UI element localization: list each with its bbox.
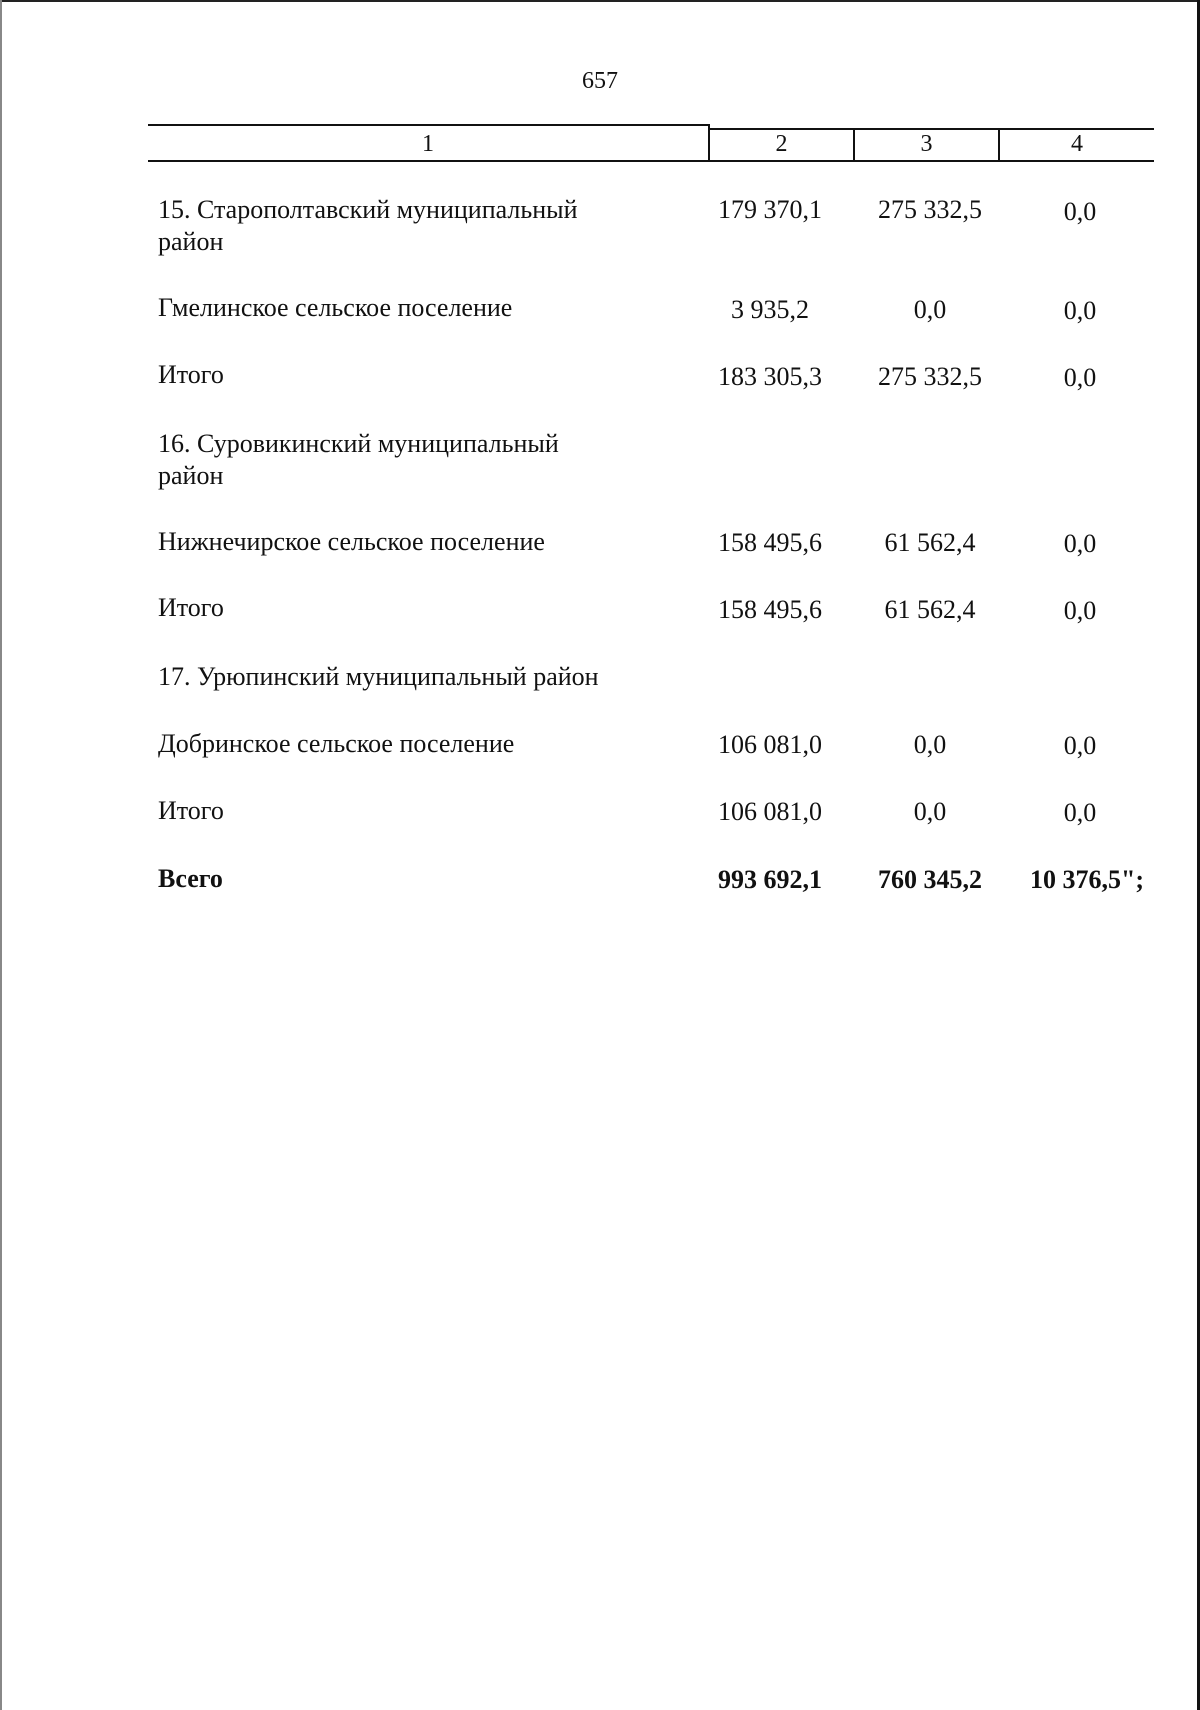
row-label: 16. Суровикинский муниципальный район [158,429,559,490]
row-value-col4: 0,0 [1063,798,1097,827]
row-label: 17. Урюпинский муниципальный район [158,662,599,691]
row-value-col3: 0,0 [913,797,947,826]
header-cell-1: 1 [422,131,434,157]
row-label: Итого [158,360,224,389]
header-rule-top [148,124,708,126]
row-value-col2: 993 692,1 [718,865,822,894]
scan-border-left [0,0,2,1710]
row-value-col3: 0,0 [913,295,947,324]
row-value-col2: 106 081,0 [718,730,822,759]
row-value-col3: 760 345,2 [878,865,982,894]
scan-border-top [0,0,1200,2]
row-value-col3: 0,0 [913,730,947,759]
header-cell-4: 4 [1071,131,1083,157]
row-label: Итого [158,593,224,622]
row-value-col4: 0,0 [1063,296,1097,325]
row-value-col2: 158 495,6 [718,528,822,557]
row-value-col4: 10 376,5"; [1029,865,1145,894]
row-value-col3: 61 562,4 [884,528,976,557]
row-value-col4: 0,0 [1063,363,1097,392]
row-value-col4: 0,0 [1063,731,1097,760]
row-label: 15. Старополтавский муниципальный район [158,195,578,256]
page-number: 657 [582,68,618,94]
row-value-col2: 158 495,6 [718,595,822,624]
row-label: Гмелинское сельское поселение [158,293,513,322]
row-value-col2: 183 305,3 [718,362,822,391]
row-value-col4: 0,0 [1063,197,1097,226]
header-cell-3: 3 [920,131,933,157]
row-value-col4: 0,0 [1063,596,1097,625]
header-cell-2: 2 [775,131,788,157]
row-label: Добринское сельское поселение [158,729,515,758]
row-label: Нижнечирское сельское поселение [158,527,545,556]
row-value-col3: 61 562,4 [884,595,976,624]
row-label: Всего [158,864,223,893]
header-rule-bottom [148,160,1154,162]
row-value-col4: 0,0 [1063,529,1097,558]
row-value-col3: 275 332,5 [878,195,982,224]
row-label: Итого [158,796,224,825]
row-value-col2: 179 370,1 [718,195,822,224]
row-value-col2: 106 081,0 [718,797,822,826]
row-value-col2: 3 935,2 [731,295,809,324]
row-value-col3: 275 332,5 [878,362,982,391]
